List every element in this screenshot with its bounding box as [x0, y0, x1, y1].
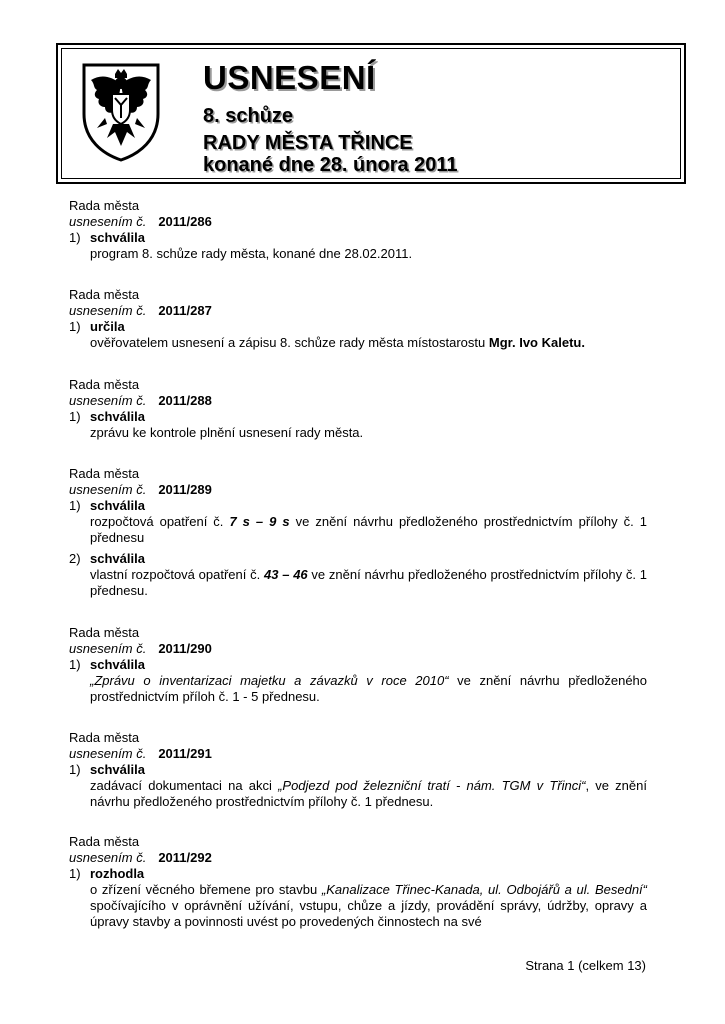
resolution-2011-288 [69, 377, 647, 441]
resolution-item [69, 551, 647, 599]
item-verb: určila [90, 319, 125, 334]
resolution-number: 2011/292 [158, 850, 212, 865]
resolution-item [69, 230, 647, 262]
resolution-number: 2011/288 [158, 393, 212, 408]
resolution-prefix: usnesením č. [69, 393, 147, 408]
header-inner-border [61, 48, 681, 179]
item-verb: schválila [90, 657, 145, 672]
resolution-body: Rada města [69, 287, 140, 302]
resolution-2011-292 [69, 834, 647, 930]
item-verb: schválila [90, 409, 145, 424]
deputy-mayor-name: Mgr. Ivo Kaletu. [488, 335, 585, 350]
meeting-number: 8. schůze [203, 105, 294, 127]
resolution-number: 2011/287 [158, 303, 212, 318]
resolution-prefix: usnesením č. [69, 303, 147, 318]
resolution-number: 2011/291 [158, 746, 212, 761]
item-text-part: ve znění návrhu předloženého prostřednictvím přílohy č. 1 přednesu. [90, 567, 647, 598]
item-index: 1) [69, 498, 81, 513]
item-text [90, 335, 647, 351]
item-text-part: rozpočtová opatření č. [90, 514, 230, 529]
item-verb: schválila [90, 230, 145, 245]
resolution-item [69, 866, 647, 930]
project-name: „Kanalizace Třinec-Kanada, ul. Odbojářů a ul. Besední“ [321, 882, 647, 897]
resolution-number-line [69, 214, 647, 230]
item-text-part: , ve znění návrhu předloženého prostřednictvím přílohy č. 1 přednesu. [90, 778, 647, 809]
resolution-number-line [69, 482, 647, 498]
item-index: 1) [69, 409, 81, 424]
item-text: zprávu ke kontrole plnění usnesení rady města. [90, 425, 364, 440]
resolution-prefix: usnesením č. [69, 850, 147, 865]
resolution-number-line [69, 303, 647, 319]
resolution-item [69, 319, 647, 351]
project-name: „Podjezd pod železniční tratí - nám. TGM v Třinci“ [278, 778, 586, 793]
resolution-2011-286 [69, 198, 647, 262]
item-text-part: spočívajícího v oprávnění užívání, vstupu, chůze a jízdy, provádění správy, údržby, opravy a úpravy stavby a povinnosti uvést po provedených činnostech na své [90, 898, 647, 929]
resolution-body: Rada města [69, 377, 140, 392]
document-title: USNESENÍ [203, 59, 376, 96]
resolution-body: Rada města [69, 834, 140, 849]
item-text-part: ověřovatelem usnesení a zápisu 8. schůze rady města místostarostu [90, 335, 489, 350]
item-index: 1) [69, 762, 81, 777]
report-title: „Zprávu o inventarizaci majetku a závazků v roce 2010“ [90, 673, 449, 688]
resolution-prefix: usnesením č. [69, 214, 147, 229]
resolution-prefix: usnesením č. [69, 482, 147, 497]
item-text-part: vlastní rozpočtová opatření č. [90, 567, 264, 582]
resolution-item [69, 498, 647, 546]
item-text-part: ve znění návrhu předloženého prostřednictvím příloh č. 1 - 5 přednesu. [90, 673, 648, 704]
resolution-body: Rada města [69, 730, 140, 745]
meeting-date: konané dne 28. února 2011 [203, 154, 458, 176]
resolution-number-line [69, 850, 647, 866]
resolution-body: Rada města [69, 625, 140, 640]
item-text: program 8. schůze rady města, konané dne 28.02.2011. [90, 246, 413, 261]
item-index: 1) [69, 657, 81, 672]
item-text [90, 882, 647, 930]
resolution-prefix: usnesením č. [69, 641, 147, 656]
resolution-prefix: usnesením č. [69, 746, 147, 761]
header-box [56, 43, 686, 184]
item-text-part: zadávací dokumentaci na akci [90, 778, 279, 793]
item-text [90, 673, 647, 705]
resolution-number-line [69, 746, 647, 762]
resolution-number: 2011/289 [158, 482, 212, 497]
resolution-2011-290 [69, 625, 647, 705]
page-number: Strana 1 (celkem 13) [525, 958, 646, 973]
item-verb: rozhodla [90, 866, 145, 881]
resolution-2011-289 [69, 466, 647, 599]
item-text-part: ve znění návrhu předloženého prostřednictvím přílohy č. 1 přednesu [90, 514, 647, 545]
item-verb: schválila [90, 551, 145, 566]
resolution-2011-291 [69, 730, 647, 810]
resolution-item [69, 409, 647, 441]
item-text [90, 567, 647, 599]
resolution-number-line [69, 393, 647, 409]
resolution-body: Rada města [69, 198, 140, 213]
resolution-item [69, 657, 647, 705]
resolution-number: 2011/286 [158, 214, 212, 229]
city-coat-of-arms-icon [81, 62, 161, 162]
item-index: 1) [69, 230, 81, 245]
item-index: 1) [69, 319, 81, 334]
item-text-part: o zřízení věcného břemene pro stavbu [90, 882, 322, 897]
resolution-number-line [69, 641, 647, 657]
item-text [90, 514, 647, 546]
item-index: 2) [69, 551, 81, 566]
council-name: RADY MĚSTA TŘINCE [203, 132, 413, 154]
resolution-number: 2011/290 [158, 641, 212, 656]
budget-measure-range: 7 s – 9 s [229, 514, 290, 529]
item-verb: schválila [90, 762, 145, 777]
resolution-item [69, 762, 647, 810]
resolution-body: Rada města [69, 466, 140, 481]
item-verb: schválila [90, 498, 145, 513]
budget-measure-range: 43 – 46 [264, 567, 308, 582]
item-index: 1) [69, 866, 81, 881]
resolution-2011-287 [69, 287, 647, 351]
item-text [90, 778, 647, 810]
